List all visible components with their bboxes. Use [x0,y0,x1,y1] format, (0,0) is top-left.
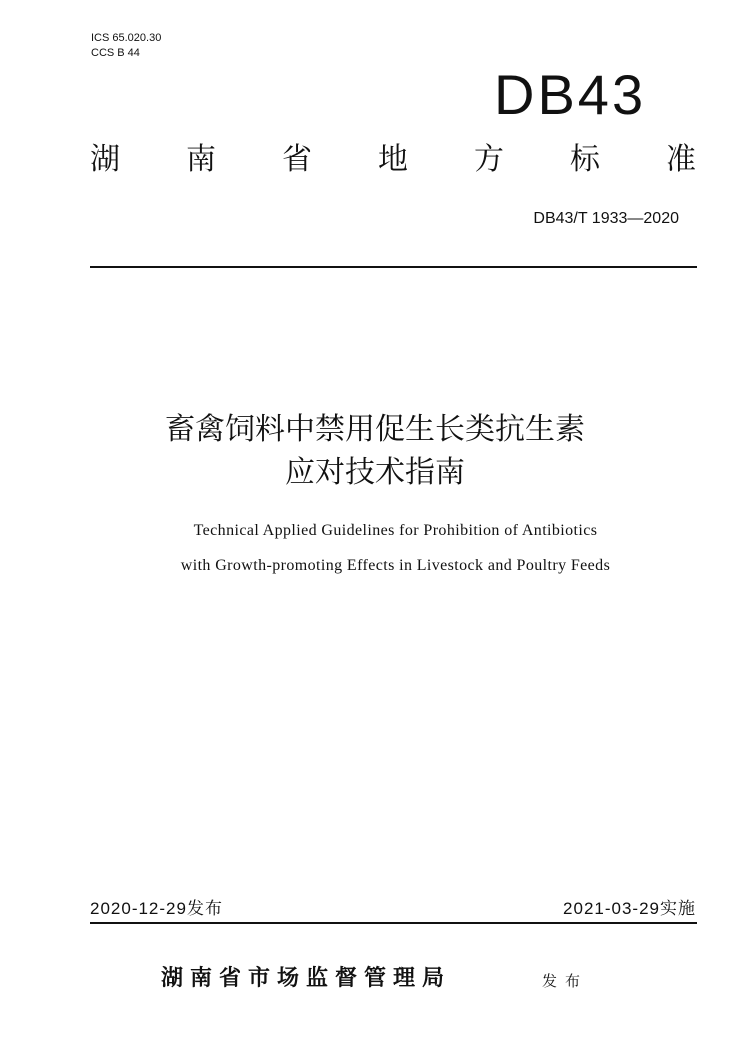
category-char: 准 [666,142,696,177]
english-title-line-1: Technical Applied Guidelines for Prohibition of Antibiotics [193,522,598,539]
classification-codes [91,31,161,61]
ccs-code: CCS B 44 [91,47,140,59]
english-title-line-2: with Growth-promoting Effects in Livestock and Poultry Feeds [180,557,611,574]
category-char: 省 [282,142,312,177]
issue-label: 发布 [542,972,589,990]
category-char: 标 [570,142,600,177]
category-char: 南 [186,142,216,177]
category-char: 方 [474,142,504,177]
ics-code: ICS 65.020.30 [91,32,162,44]
bottom-divider [90,922,697,924]
standard-number: DB43/T 1933—2020 [533,210,679,227]
standard-code-mark: DB43 [494,63,647,126]
standard-category-title [90,142,696,178]
issuing-authority: 湖南省市场监督管理局 [161,966,452,991]
implementation-date: 2021-03-29实施 [563,899,696,918]
chinese-title-line-2: 应对技术指南 [285,455,465,490]
top-divider [90,266,697,268]
chinese-title-line-1: 畜禽饲料中禁用促生长类抗生素 [165,412,585,447]
release-date: 2020-12-29发布 [90,899,223,918]
category-char: 地 [378,142,408,177]
category-char: 湖 [90,142,120,177]
